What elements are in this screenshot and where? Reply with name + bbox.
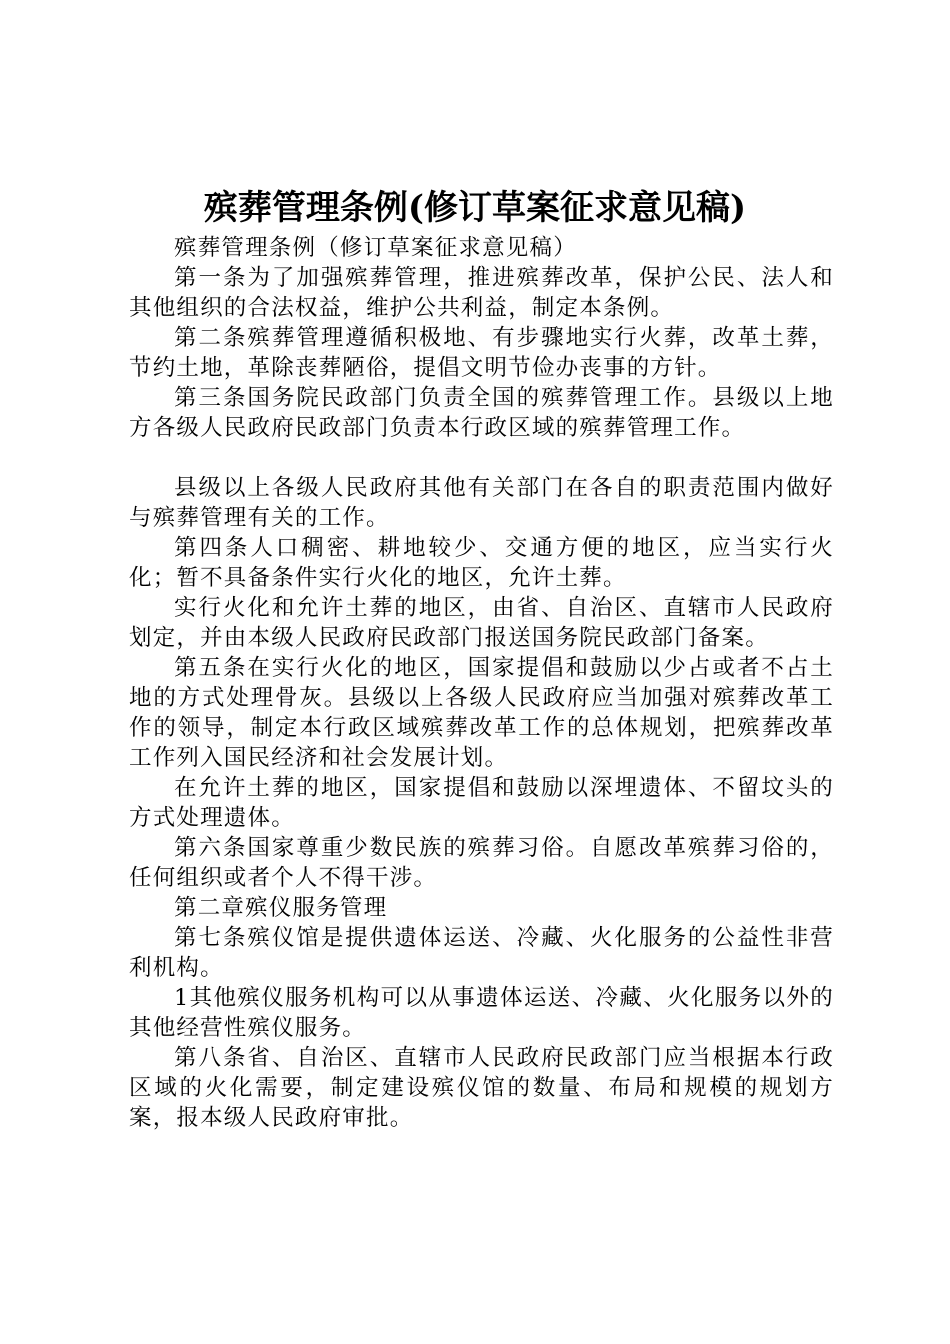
subtitle-paragraph: 殡葬管理条例（修订草案征求意见稿） [174, 235, 577, 261]
article-3-continuation-paragraph: 县级以上各级人民政府其他有关部门在各自的职责范围内做好与殡葬管理有关的工作。 [129, 475, 834, 531]
article-6-paragraph: 第六条国家尊重少数民族的殡葬习俗。自愿改革殡葬习俗的，任何组织或者个人不得干涉。 [129, 835, 834, 891]
document-title: 殡葬管理条例(修订草案征求意见稿) [203, 188, 747, 228]
chapter-2-heading: 第二章殡仪服务管理 [174, 895, 388, 921]
article-7-paragraph: 第七条殡仪馆是提供遗体运送、冷藏、火化服务的公益性非营利机构。 [129, 925, 834, 981]
article-3-paragraph: 第三条国务院民政部门负责全国的殡葬管理工作。县级以上地方各级人民政府民政部门负责本行政区域的殡葬管理工作。 [129, 385, 834, 441]
document-body [129, 233, 834, 1133]
article-1-paragraph: 第一条为了加强殡葬管理，推进殡葬改革，保护公民、法人和其他组织的合法权益，维护公共利益，制定本条例。 [129, 265, 834, 321]
article-5-continuation-paragraph: 在允许土葬的地区，国家提倡和鼓励以深埋遗体、不留坟头的方式处理遗体。 [129, 775, 834, 831]
article-5-paragraph: 第五条在实行火化的地区，国家提倡和鼓励以少占或者不占土地的方式处理骨灰。县级以上各级人民政府应当加强对殡葬改革工作的领导，制定本行政区域殡葬改革工作的总体规划，把殡葬改革工作列入国民经济和社会发展计划。 [129, 655, 834, 771]
article-4-paragraph: 第四条人口稠密、耕地较少、交通方便的地区，应当实行火化；暂不具备条件实行火化的地区，允许土葬。 [129, 535, 834, 591]
article-4-continuation-paragraph: 实行火化和允许土葬的地区，由省、自治区、直辖市人民政府划定，并由本级人民政府民政部门报送国务院民政部门备案。 [129, 595, 834, 651]
article-7-continuation-paragraph: 1其他殡仪服务机构可以从事遗体运送、冷藏、火化服务以外的其他经营性殡仪服务。 [129, 985, 834, 1041]
article-2-paragraph: 第二条殡葬管理遵循积极地、有步骤地实行火葬，改革土葬，节约土地，革除丧葬陋俗，提倡文明节俭办丧事的方针。 [129, 325, 834, 381]
article-8-paragraph: 第八条省、自治区、直辖市人民政府民政部门应当根据本行政区域的火化需要，制定建设殡仪馆的数量、布局和规模的规划方案，报本级人民政府审批。 [129, 1045, 834, 1131]
